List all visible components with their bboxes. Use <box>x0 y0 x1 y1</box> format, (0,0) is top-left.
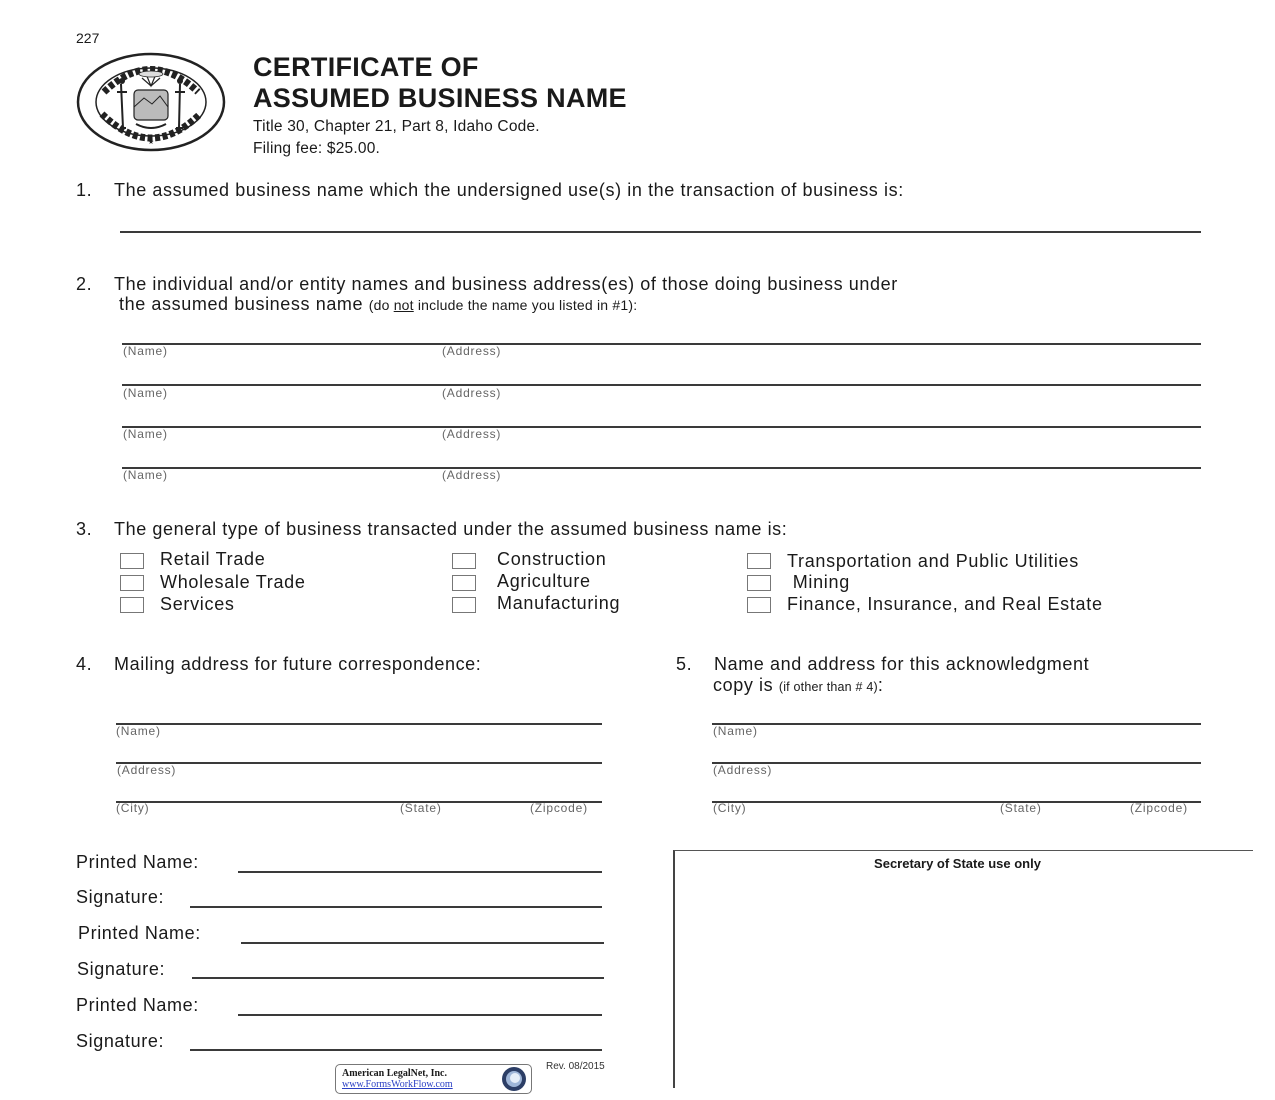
ack-state-caption: (State) <box>1000 801 1042 815</box>
checkbox-transportation-public-utilities[interactable] <box>747 553 771 569</box>
printed-name-1-label: Printed Name: <box>76 852 199 872</box>
signature-3-label: Signature: <box>76 1031 165 1051</box>
assumed-business-name-field[interactable] <box>120 231 1201 233</box>
checkbox-manufacturing[interactable] <box>452 597 476 613</box>
section-number: 5. <box>676 654 693 674</box>
mailing-state-caption: (State) <box>400 801 442 815</box>
section-5-text-line-1: Name and address for this acknowledgment <box>714 654 1090 674</box>
ack-zipcode-caption: (Zipcode) <box>1130 801 1188 815</box>
checkbox-wholesale-trade[interactable] <box>120 575 144 591</box>
checkbox-construction[interactable] <box>452 553 476 569</box>
signature-2-field[interactable] <box>192 977 604 979</box>
label-mining: Mining <box>787 572 850 592</box>
checkbox-finance-insurance-real-estate[interactable] <box>747 597 771 613</box>
printed-name-3-label: Printed Name: <box>76 995 199 1015</box>
owner-row-4-address-caption: (Address) <box>442 468 502 482</box>
revision-date: Rev. 08/2015 <box>546 1061 605 1072</box>
statute-info <box>253 116 540 160</box>
label-manufacturing: Manufacturing <box>497 593 621 613</box>
sos-box-title: Secretary of State use only <box>874 856 1041 871</box>
printed-name-3-field[interactable] <box>238 1014 602 1016</box>
checkbox-agriculture[interactable] <box>452 575 476 591</box>
section-5-note: (if other than # 4) <box>778 680 878 694</box>
mailing-name-field[interactable] <box>116 723 602 725</box>
printed-name-2-field[interactable] <box>241 942 604 944</box>
mailing-city-caption: (City) <box>116 801 150 815</box>
section-2-text-line-2: the assumed business name <box>119 294 364 314</box>
owner-row-2-address-caption: (Address) <box>442 386 502 400</box>
mailing-zipcode-caption: (Zipcode) <box>530 801 588 815</box>
title-line-1: CERTIFICATE OF <box>253 52 479 82</box>
ack-name-caption: (Name) <box>713 724 758 738</box>
statute-reference: Title 30, Chapter 21, Part 8, Idaho Code. <box>253 118 540 135</box>
section-3-question <box>76 519 787 540</box>
checkbox-retail-trade[interactable] <box>120 553 144 569</box>
signature-2-label: Signature: <box>77 959 166 979</box>
secretary-of-state-use-box <box>673 850 1253 1088</box>
state-seal-icon <box>76 52 226 152</box>
signature-3-field[interactable] <box>190 1049 602 1051</box>
owner-row-2-field[interactable] <box>122 384 1201 386</box>
label-agriculture: Agriculture <box>497 571 591 591</box>
section-1-text: The assumed business name which the undersigned use(s) in the transaction of business is: <box>114 180 904 200</box>
globe-icon <box>501 1066 527 1092</box>
emphasis-not: not <box>393 297 414 313</box>
label-services: Services <box>160 594 235 614</box>
filing-fee: Filing fee: $25.00. <box>253 140 381 157</box>
owner-row-2-name-caption: (Name) <box>123 386 168 400</box>
section-3-text: The general type of business transacted under the assumed business name is: <box>114 519 788 539</box>
label-wholesale-trade: Wholesale Trade <box>160 572 306 592</box>
section-1-question <box>76 180 904 201</box>
label-finance-insurance-real-estate: Finance, Insurance, and Real Estate <box>787 594 1103 614</box>
printed-name-2-label: Printed Name: <box>78 923 201 943</box>
section-number: 3. <box>76 519 93 539</box>
publisher-url-link[interactable]: www.FormsWorkFlow.com <box>342 1079 453 1090</box>
checkbox-services[interactable] <box>120 597 144 613</box>
page-title <box>253 52 627 114</box>
owner-row-4-field[interactable] <box>122 467 1201 469</box>
label-transportation-public-utilities: Transportation and Public Utilities <box>787 551 1079 571</box>
ack-city-state-zip-field[interactable] <box>712 801 1201 803</box>
form-number: 227 <box>76 30 100 46</box>
owner-row-3-name-caption: (Name) <box>123 427 168 441</box>
section-number: 1. <box>76 180 93 200</box>
ack-name-field[interactable] <box>712 723 1201 725</box>
section-5-question <box>676 654 1089 675</box>
signature-1-field[interactable] <box>190 906 602 908</box>
owner-row-4-name-caption: (Name) <box>123 468 168 482</box>
ack-city-caption: (City) <box>713 801 747 815</box>
publisher-logo <box>335 1064 532 1094</box>
mailing-name-caption: (Name) <box>116 724 161 738</box>
owner-row-3-field[interactable] <box>122 426 1201 428</box>
section-2-note: (do not include the name you listed in #1): <box>368 297 638 313</box>
mailing-address-caption: (Address) <box>117 763 177 777</box>
section-4-question <box>76 654 481 675</box>
owner-row-1-name-caption: (Name) <box>123 344 168 358</box>
mailing-address-field[interactable] <box>116 762 602 764</box>
ack-address-caption: (Address) <box>713 763 773 777</box>
title-line-2: ASSUMED BUSINESS NAME <box>253 83 627 113</box>
svg-text:★: ★ <box>147 139 155 146</box>
section-number: 4. <box>76 654 93 674</box>
label-retail-trade: Retail Trade <box>160 549 266 569</box>
owner-row-3-address-caption: (Address) <box>442 427 502 441</box>
publisher-name: American LegalNet, Inc. <box>342 1068 447 1079</box>
section-number: 2. <box>76 274 93 294</box>
checkbox-mining[interactable] <box>747 575 771 591</box>
section-4-text: Mailing address for future correspondence: <box>114 654 482 674</box>
section-2-question <box>76 274 898 295</box>
section-5-question-line-2: copy is (if other than # 4): <box>713 675 884 695</box>
owner-row-1-field[interactable] <box>122 343 1201 345</box>
section-5-text-line-2: copy is <box>713 675 774 695</box>
section-2-text-line-1: The individual and/or entity names and business address(es) of those doing business under <box>114 274 898 294</box>
ack-address-field[interactable] <box>712 762 1201 764</box>
owner-row-1-address-caption: (Address) <box>442 344 502 358</box>
label-construction: Construction <box>497 549 607 569</box>
printed-name-1-field[interactable] <box>238 871 602 873</box>
section-2-question-line-2 <box>119 294 637 315</box>
signature-1-label: Signature: <box>76 887 165 907</box>
